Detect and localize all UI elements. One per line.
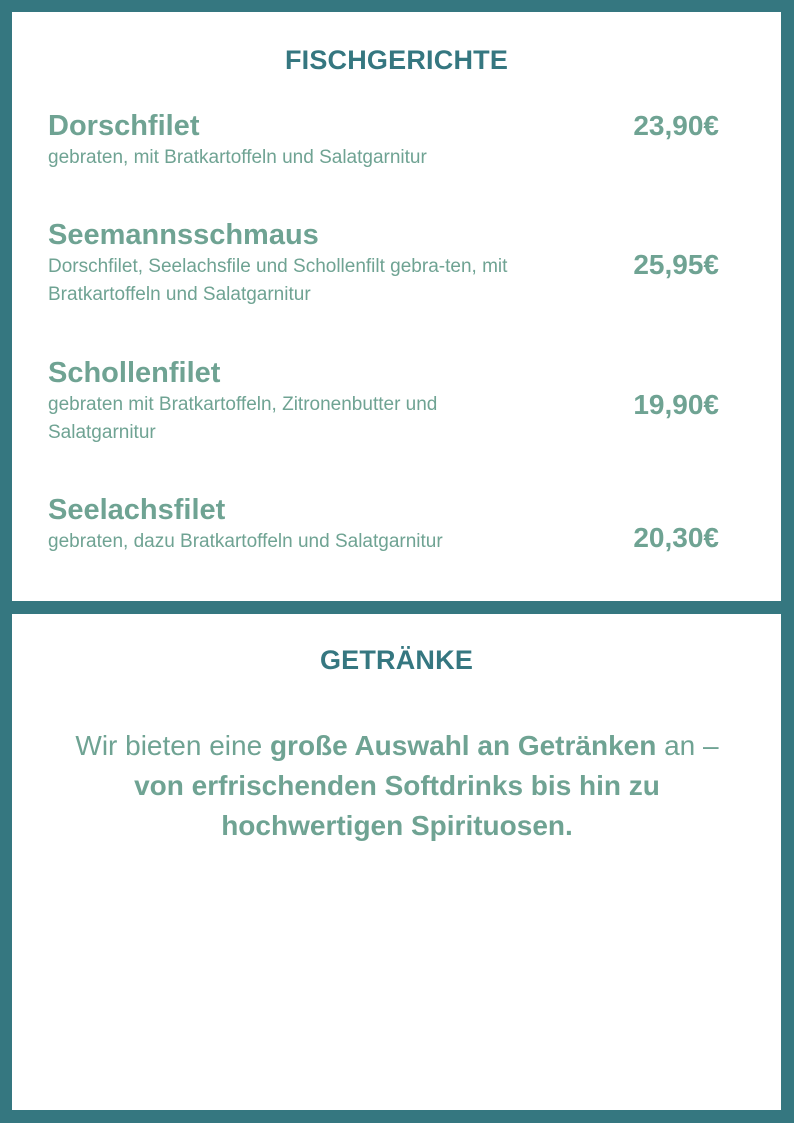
- drinks-text-highlight: von erfrischenden Softdrinks bis hin zu hochwertigen Spirituosen.: [134, 770, 660, 841]
- fish-section-title: FISCHGERICHTE: [284, 45, 509, 75]
- drinks-section: [12, 614, 781, 1110]
- drinks-section-title: GETRÄNKE: [319, 645, 474, 675]
- drinks-text-part: Wir bieten eine: [75, 730, 270, 761]
- dish-name: Seemannsschmaus: [48, 219, 319, 251]
- dish-description: gebraten, mit Bratkartoffeln und Salatgarnitur: [48, 147, 427, 168]
- dish-name: Dorschfilet: [48, 110, 200, 142]
- dish-price: 19,90€: [633, 389, 719, 420]
- dish-price: 23,90€: [633, 110, 719, 141]
- dish-description: Dorschfilet, Seelachsfile und Schollenfilt gebra-ten, mit Bratkartoffeln und Salatgarnitur: [48, 256, 508, 305]
- dish-description: gebraten mit Bratkartoffeln, Zitronenbutter und Salatgarnitur: [48, 394, 438, 443]
- dish-price: 20,30€: [633, 522, 719, 553]
- drinks-description: [72, 726, 722, 846]
- dish-price: 25,95€: [633, 249, 719, 280]
- drinks-text-part: an –: [656, 730, 719, 761]
- fish-section: [12, 12, 781, 601]
- dish-name: Schollenfilet: [48, 357, 221, 389]
- dish-description: gebraten, dazu Bratkartoffeln und Salatgarnitur: [48, 531, 443, 552]
- drinks-text-highlight: große Auswahl an Getränken: [269, 730, 657, 761]
- dish-name: Seelachsfilet: [48, 494, 226, 526]
